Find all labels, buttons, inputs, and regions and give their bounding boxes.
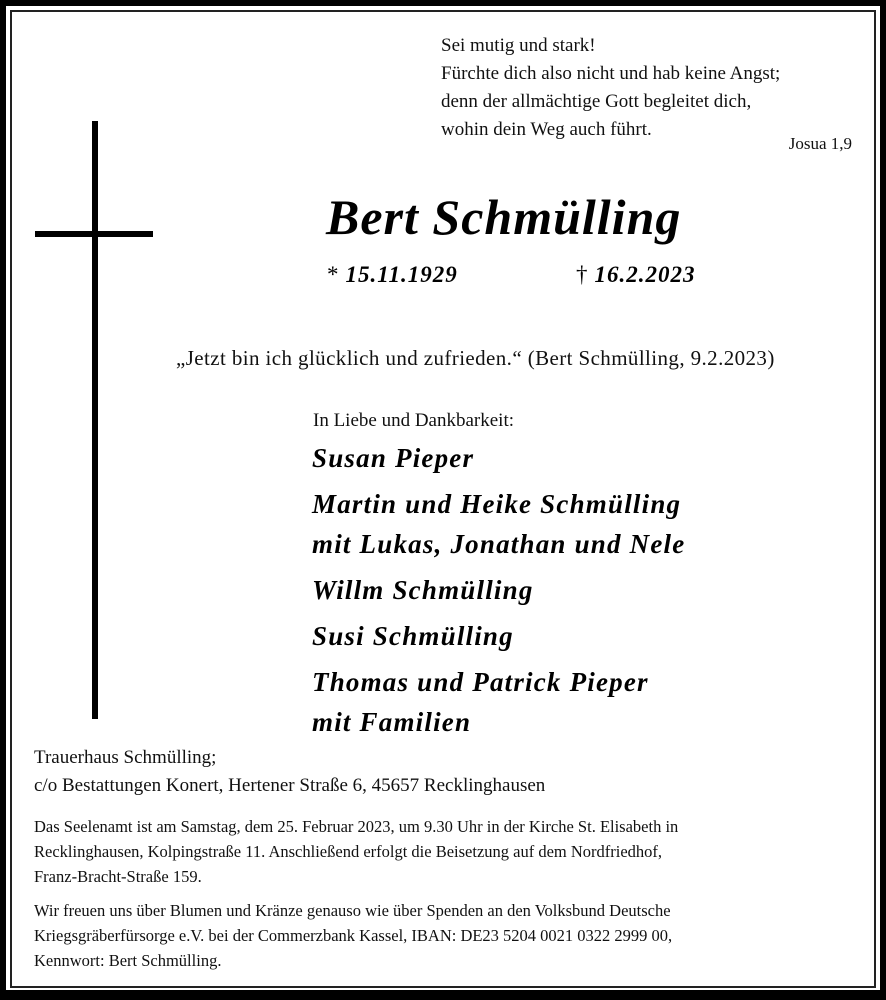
family-list — [312, 438, 685, 748]
family-entry — [312, 484, 685, 564]
verse-reference: Josua 1,9 — [788, 134, 852, 153]
family-name-line: Martin und Heike Schmülling — [312, 489, 682, 519]
cross-horizontal-beam — [35, 231, 153, 237]
family-entry — [312, 662, 685, 742]
family-entry — [312, 570, 685, 610]
service-text-line: Franz-Bracht-Straße 159. — [34, 867, 202, 886]
service-text-line: Das Seelenamt ist am Samstag, dem 25. Februar 2023, um 9.30 Uhr in der Kirche St. Elisabeth in — [34, 817, 679, 836]
deceased-name: Bert Schmülling — [326, 189, 682, 245]
donation-text-line: Kennwort: Bert Schmülling. — [34, 951, 222, 970]
address-line: c/o Bestattungen Konert, Hertener Straße 6, 45657 Recklinghausen — [34, 775, 546, 796]
family-entry — [312, 438, 685, 478]
birth-date-value: 15.11.1929 — [345, 262, 458, 287]
verse-line: denn der allmächtige Gott begleitet dich, — [441, 91, 752, 112]
verse-line: wohin dein Weg auch führt. — [441, 119, 652, 140]
birth-star-icon: * — [327, 262, 340, 287]
family-entry — [312, 616, 685, 656]
family-name-line: Willm Schmülling — [312, 575, 534, 605]
service-text-line: Recklinghausen, Kolpingstraße 11. Anschließend erfolgt die Beisetzung auf dem Nordfriedhof, — [34, 842, 663, 861]
family-name-line: mit Familien — [312, 707, 472, 737]
family-intro: In Liebe und Dankbarkeit: — [313, 410, 515, 431]
family-name-line: Susi Schmülling — [312, 621, 514, 651]
dagger-icon: † — [576, 262, 589, 287]
family-name-line: Thomas und Patrick Pieper — [312, 667, 649, 697]
donation-info — [34, 898, 854, 973]
bible-verse — [441, 32, 861, 144]
mourning-house-address — [34, 744, 545, 800]
donation-text-line: Kriegsgräberfürsorge e.V. bei der Commerzbank Kassel, IBAN: DE23 5204 0021 0322 2999 00, — [34, 926, 673, 945]
death-date — [576, 262, 696, 288]
death-date-value: 16.2.2023 — [594, 262, 696, 287]
personal-quote: „Jetzt bin ich glücklich und zufrieden.“ (Bert Schmülling, 9.2.2023) — [176, 346, 775, 370]
birth-date — [327, 262, 458, 288]
verse-line: Fürchte dich also nicht und hab keine Angst; — [441, 63, 781, 84]
funeral-service-info — [34, 814, 854, 889]
verse-line: Sei mutig und stark! — [441, 35, 596, 56]
address-line: Trauerhaus Schmülling; — [34, 747, 217, 768]
family-name-line: Susan Pieper — [312, 443, 475, 473]
family-name-line: mit Lukas, Jonathan und Nele — [312, 529, 686, 559]
cross-vertical-beam — [92, 121, 98, 719]
donation-text-line: Wir freuen uns über Blumen und Kränze genauso wie über Spenden an den Volksbund Deutsche — [34, 901, 671, 920]
